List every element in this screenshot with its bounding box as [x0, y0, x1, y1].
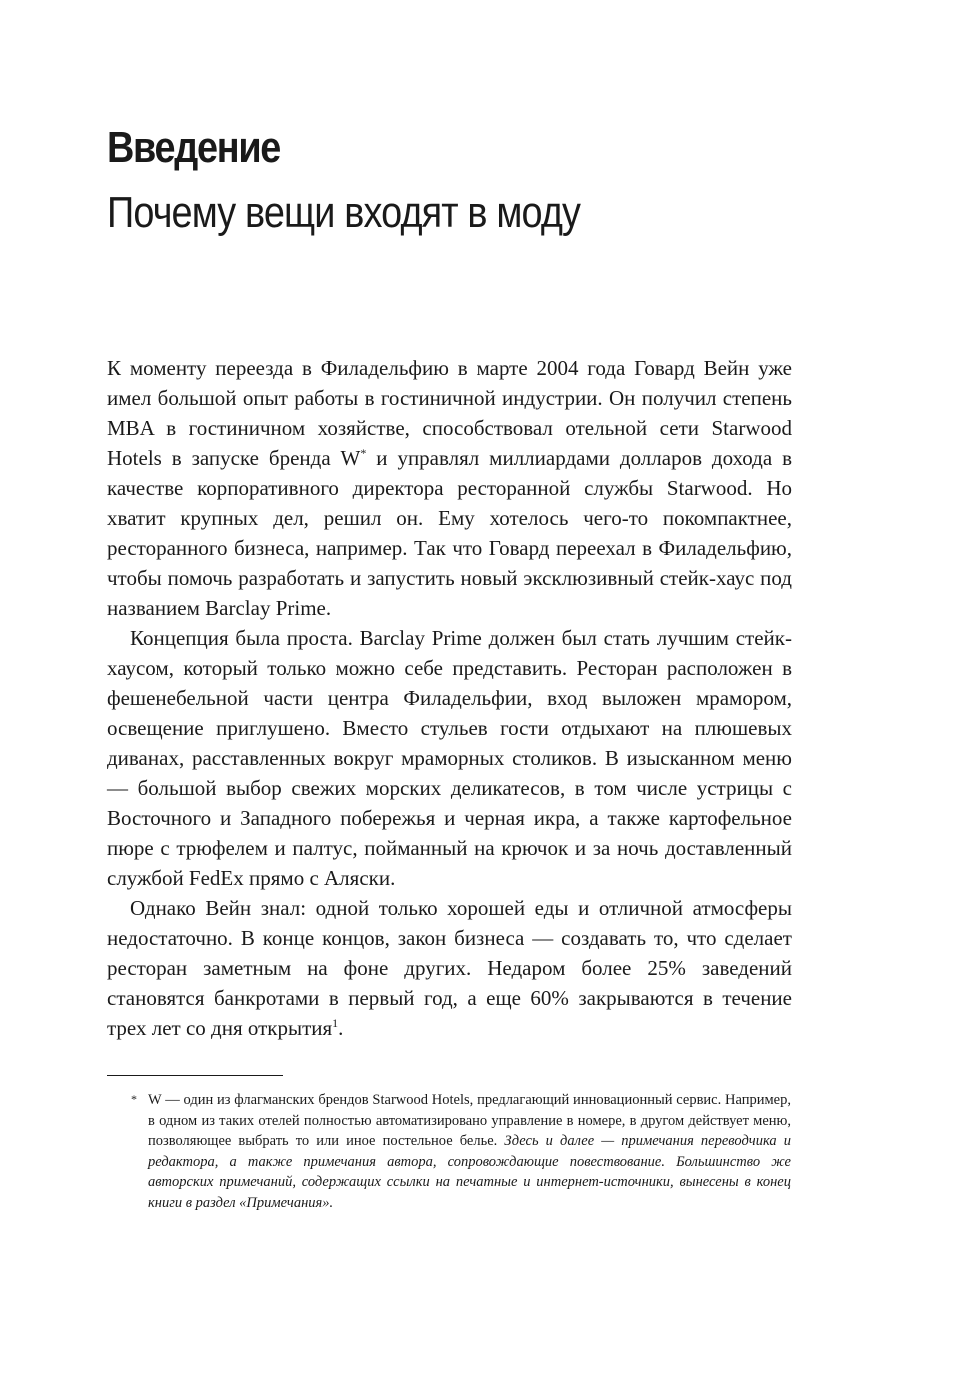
paragraph-1-text-after: и управлял миллиардами долларов дохода в качестве корпоративного директора ресторанной службы Starwood. Но хватит крупных дел, решил он. Ему хотелось чего-то покомпактнее, ресторанного бизнеса, например. Так что Говард переехал в Филадельфию, чтобы помочь разработать и запустить новый эксклюзивный стейк-хаус под названием Barclay Prime.	[107, 446, 792, 620]
paragraph-1	[107, 353, 792, 623]
footnote-text: W — один из флагманских брендов Starwood Hotels, предлагающий инновационный сервис. Например, в одном из таких отелей полностью автоматизировано управление в номере, в другом действует меню, позволяющее выбрать то или иное постельное белье.	[148, 1092, 791, 1149]
footnote-body	[148, 1090, 791, 1213]
chapter-label: Введение	[107, 123, 281, 172]
paragraph-3-text-after: .	[338, 1016, 344, 1040]
paragraph-3	[107, 893, 792, 1043]
body-text	[107, 353, 792, 1043]
footnote-editorial-note: Здесь и далее — примечания переводчика и редактора, а также примечания автора, сопровождающие повествование. Большинство же авторских примечаний, содержащих ссылки на печатные и интернет-источники, вынесены в конец книги в раздел «Примечания».	[148, 1133, 791, 1211]
footnote-divider	[107, 1075, 283, 1076]
paragraph-3-text: Однако Вейн знал: одной только хорошей еды и отличной атмосферы недостаточно. В конце концов, закон бизнеса — создавать то, что сделает ресторан заметным на фоне других. Недаром более 25% заведений становятся банкротами в первый год, а еще 60% закрываются в течение трех лет со дня открытия	[107, 896, 792, 1040]
paragraph-1-text: К моменту переезда в Филадельфию в марте 2004 года Говард Вейн уже имел большой опыт работы в гостиничной индустрии. Он получил степень MBA в гостиничном хозяйстве, способствовал отельной сети Starwood Hotels в запуске бренда W	[107, 356, 792, 470]
footnote	[131, 1090, 791, 1213]
footnote-ref-1[interactable]: 1	[332, 1016, 339, 1030]
footnote-ref-star[interactable]: *	[360, 446, 367, 460]
paragraph-2-text: Концепция была проста. Barclay Prime должен был стать лучшим стейк-хаусом, который только можно себе представить. Ресторан расположен в фешенебельной части центра Филадельфии, вход выложен мрамором, освещение приглушено. Вместо стульев гости отдыхают на плюшевых диванах, расставленных вокруг мраморных столиков. В изысканном меню — большой выбор свежих морских деликатесов, в том числе устрицы с Восточного и Западного побережья и черная икра, а также картофельное пюре с трюфелем и палтус, пойманный на крючок и за ночь доставленный службой FedEx прямо с Аляски.	[107, 626, 792, 890]
chapter-title: Почему вещи входят в моду	[107, 188, 581, 237]
paragraph-2	[107, 623, 792, 893]
footnote-marker: *	[131, 1092, 137, 1106]
